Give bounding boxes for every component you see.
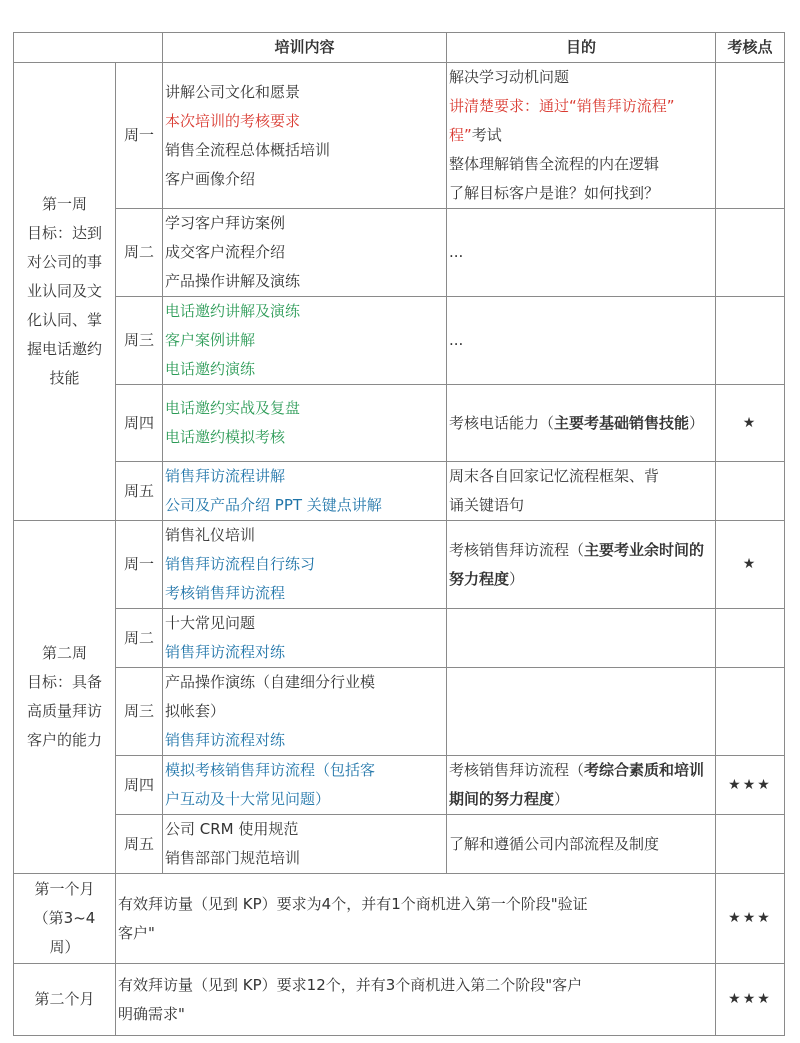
content-line: 电话邀约模拟考核 xyxy=(165,428,286,446)
week1-wed-row xyxy=(14,297,785,385)
week2-thu-row xyxy=(14,756,785,815)
star-rating xyxy=(716,815,785,874)
week1-label-line: 第一周 xyxy=(41,195,87,213)
week1-fri-row xyxy=(14,462,785,521)
star-rating xyxy=(716,668,785,756)
purpose-cell xyxy=(447,609,716,668)
week2-label xyxy=(14,521,116,874)
week1-label xyxy=(14,63,116,521)
content-line: 本次培训的考核要求 xyxy=(165,111,301,130)
week2-label-line: 目标：具备 xyxy=(26,673,102,691)
star-rating: ★ xyxy=(716,521,785,609)
star-rating: ★ xyxy=(716,385,785,462)
purpose-cell xyxy=(447,756,716,815)
star-rating xyxy=(716,209,785,297)
content-line: 十大常见问题 xyxy=(165,614,256,632)
purpose-bold: 主要考业余时间的努力程度 xyxy=(449,540,705,588)
month1-label-line: 周） xyxy=(49,938,80,956)
content-line: 销售拜访流程讲解 xyxy=(165,467,286,485)
content-line: 公司 CRM 使用规范 xyxy=(165,820,299,838)
purpose-line: 周末各自回家记忆流程框架、背 xyxy=(449,467,660,485)
purpose-cell xyxy=(447,521,716,609)
content-line: 销售拜访流程对练 xyxy=(165,731,286,749)
content-line: 销售全流程总体概括培训 xyxy=(165,140,331,159)
purpose-line: 整体理解销售全流程的内在逻辑 xyxy=(449,155,660,173)
content-cell xyxy=(163,385,447,462)
month1-requirement xyxy=(116,874,716,964)
content-line: 学习客户拜访案例 xyxy=(165,214,286,232)
content-cell xyxy=(163,63,447,209)
day-label: 周三 xyxy=(116,297,163,385)
purpose-text: 考核销售拜访流程（ xyxy=(449,540,585,559)
week1-label-line: 业认同及文 xyxy=(26,282,102,300)
star-rating xyxy=(716,609,785,668)
content-line: 户互动及十大常见问题） xyxy=(165,790,331,808)
header-check: 考核点 xyxy=(716,33,785,63)
content-line: 模拟考核销售拜访流程（包括客 xyxy=(165,761,376,779)
month2-requirement xyxy=(116,964,716,1036)
content-cell xyxy=(163,668,447,756)
week1-mon-row xyxy=(14,63,785,209)
day-label: 周五 xyxy=(116,815,163,874)
purpose-line: 诵关键语句 xyxy=(449,496,525,514)
content-line: 公司及产品介绍 PPT 关键点讲解 xyxy=(165,496,382,514)
week1-tue-row xyxy=(14,209,785,297)
content-cell xyxy=(163,756,447,815)
purpose-cell: ... xyxy=(447,209,716,297)
week2-label-line: 客户的能力 xyxy=(26,731,102,749)
day-label: 周二 xyxy=(116,609,163,668)
week1-label-line: 对公司的事 xyxy=(26,253,102,271)
content-line: 电话邀约演练 xyxy=(165,360,256,378)
purpose-text: ） xyxy=(554,790,570,808)
content-line: 电话邀约实战及复盘 xyxy=(165,399,301,417)
month1-row xyxy=(14,874,785,964)
content-line: 成交客户流程介绍 xyxy=(165,243,286,261)
content-line: 销售部部门规范培训 xyxy=(165,849,301,867)
purpose-line: 了解目标客户是谁？如何找到？ xyxy=(449,184,660,202)
header-row xyxy=(14,33,785,63)
purpose-text: 考核销售拜访流程（ xyxy=(449,761,585,779)
day-label: 周一 xyxy=(116,63,163,209)
training-plan-table xyxy=(13,32,785,1036)
week1-label-line: 握电话邀约 xyxy=(26,340,102,358)
content-cell xyxy=(163,462,447,521)
requirement-line: 明确需求" xyxy=(118,1004,185,1023)
content-line: 产品操作演练（自建细分行业模 xyxy=(165,673,376,691)
star-rating: ★★★ xyxy=(716,964,785,1036)
week2-tue-row xyxy=(14,609,785,668)
day-label: 周四 xyxy=(116,385,163,462)
week2-wed-row xyxy=(14,668,785,756)
purpose-cell xyxy=(447,462,716,521)
content-line: 客户案例讲解 xyxy=(165,331,256,349)
content-line: 销售礼仪培训 xyxy=(165,526,256,544)
purpose-bold: 主要考基础销售技能 xyxy=(554,413,690,432)
header-content: 培训内容 xyxy=(163,33,447,63)
week1-label-line: 化认同、掌 xyxy=(26,311,102,329)
requirement-line: 有效拜访量（见到 KP）要求12个，并有3个商机进入第二个阶段"客户 xyxy=(118,975,583,994)
content-line: 拟帐套） xyxy=(165,702,226,720)
purpose-line: 考试 xyxy=(471,126,502,144)
day-label: 周二 xyxy=(116,209,163,297)
content-line: 产品操作讲解及演练 xyxy=(165,272,301,290)
purpose-text: ） xyxy=(689,413,705,432)
day-label: 周三 xyxy=(116,668,163,756)
week1-label-line: 技能 xyxy=(49,369,80,387)
week1-label-line: 目标：达到 xyxy=(26,224,102,242)
day-label: 周五 xyxy=(116,462,163,521)
star-rating: ★★★ xyxy=(716,874,785,964)
purpose-cell: ... xyxy=(447,297,716,385)
content-line: 客户画像介绍 xyxy=(165,169,256,188)
week2-fri-row xyxy=(14,815,785,874)
content-line: 电话邀约讲解及演练 xyxy=(165,302,301,320)
month2-label xyxy=(14,964,116,1036)
content-line: 考核销售拜访流程 xyxy=(165,584,286,602)
star-rating xyxy=(716,462,785,521)
content-line: 讲解公司文化和愿景 xyxy=(165,82,301,101)
star-rating xyxy=(716,63,785,209)
purpose-red-line: 讲清楚要求：通过“销售拜访流程” xyxy=(449,97,675,115)
star-rating xyxy=(716,297,785,385)
purpose-cell: 了解和遵循公司内部流程及制度 xyxy=(447,815,716,874)
requirement-line: 客户" xyxy=(118,923,155,942)
content-cell xyxy=(163,521,447,609)
purpose-text: 考核电话能力（ xyxy=(449,413,555,432)
content-line: 销售拜访流程对练 xyxy=(165,643,286,661)
week2-label-line: 第二周 xyxy=(41,644,87,662)
month2-row xyxy=(14,964,785,1036)
content-cell xyxy=(163,609,447,668)
purpose-red-tail: 程” xyxy=(449,126,472,144)
month1-label-line: 第一个月 xyxy=(34,880,95,898)
star-rating: ★★★ xyxy=(716,756,785,815)
month2-label-line: 第二个月 xyxy=(34,990,95,1008)
purpose-cell xyxy=(447,385,716,462)
header-purpose: 目的 xyxy=(447,33,716,63)
month1-label-line: （第3~4 xyxy=(33,909,96,927)
week2-label-line: 高质量拜访 xyxy=(26,702,102,720)
purpose-cell xyxy=(447,668,716,756)
week2-mon-row xyxy=(14,521,785,609)
content-cell xyxy=(163,815,447,874)
day-label: 周一 xyxy=(116,521,163,609)
header-blank-cell xyxy=(14,33,163,63)
week1-thu-row xyxy=(14,385,785,462)
month1-label xyxy=(14,874,116,964)
purpose-bold: 考综合素质和培训期间的努力程度 xyxy=(449,761,705,808)
content-line: 销售拜访流程自行练习 xyxy=(165,555,316,573)
purpose-text: ） xyxy=(509,569,525,588)
purpose-cell xyxy=(447,63,716,209)
content-cell xyxy=(163,297,447,385)
content-cell xyxy=(163,209,447,297)
purpose-line: 解决学习动机问题 xyxy=(449,68,570,86)
day-label: 周四 xyxy=(116,756,163,815)
requirement-line: 有效拜访量（见到 KP）要求为4个，并有1个商机进入第一个阶段"验证 xyxy=(118,894,588,913)
